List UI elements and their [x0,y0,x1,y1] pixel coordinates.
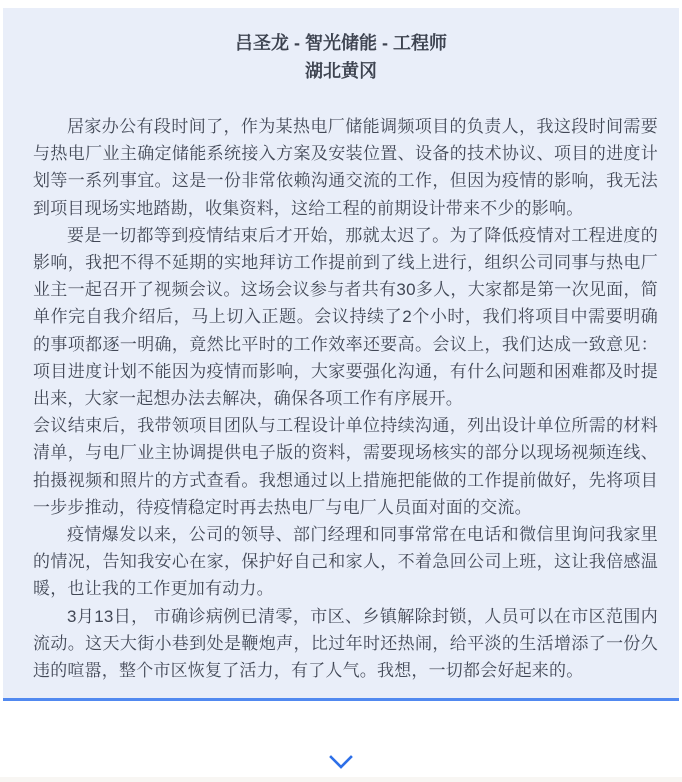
article-body [3,85,679,684]
author-location: 湖北黄冈 [305,61,377,81]
article-card [3,8,679,698]
article-paragraph: 居家办公有段时间了，作为某热电厂储能调频项目的负责人，我这段时间需要与热电厂业主确定储能系统接入方案及安装位置、设备的技术协议、项目的进度计划等一系列事宜。这是一份非常依赖沟通交流的工作，但因为疫情的影响，我无法到项目现场实地踏勘，收集资料，这给工程的前期设计带来不少的影响。 [33,117,658,218]
chevron-down-icon [329,755,353,770]
article-paragraph: 3月13日， 市确诊病例已清零，市区、乡镇解除封锁，人员可以在市区范围内流动。这天大街小巷到处是鞭炮声，比过年时还热闹，给平淡的生活增添了一份久违的喧嚣，整个市区恢复了活力，有了人气。我想，一切都会好起来的。 [33,606,658,681]
next-section-edge [0,777,682,782]
article-paragraph: 会议结束后，我带领项目团队与工程设计单位持续沟通，列出设计单位所需的材料清单，与电厂业主协调提供电子版的资料，需要现场核实的部分以现场视频连线、拍摄视频和照片的方式查看。我想通过以上措施把能做的工作提前做好，先将项目一步步推动，待疫情稳定时再去热电厂与电厂人员面对面的交流。 [33,416,658,517]
section-divider [3,698,679,701]
author-title: 吕圣龙 - 智光储能 - 工程师 [235,33,447,53]
article-paragraph: 要是一切都等到疫情结束后才开始，那就太迟了。为了降低疫情对工程进度的影响，我把不得不延期的实地拜访工作提前到了线上进行，组织公司同事与热电厂业主一起召开了视频会议。这场会议参与者共有30多人，大家都是第一次见面，简单作完自我介绍后，马上切入正题。会议持续了2个小时，我们将项目中需要明确的事项都逐一明确，竟然比平时的工作效率还要高。会议上，我们达成一致意见：项目进度计划不能因为疫情而影响，大家要强化沟通，有什么问题和困难都及时提出来，大家一起想办法去解决，确保各项工作有序展开。 [33,225,658,409]
article-paragraph: 疫情爆发以来，公司的领导、部门经理和同事常常在电话和微信里询问我家里的情况，告知我安心在家，保护好自己和家人，不着急回公司上班，这让我倍感温暖，也让我的工作更加有动力。 [33,525,658,599]
expand-button[interactable] [323,749,359,775]
